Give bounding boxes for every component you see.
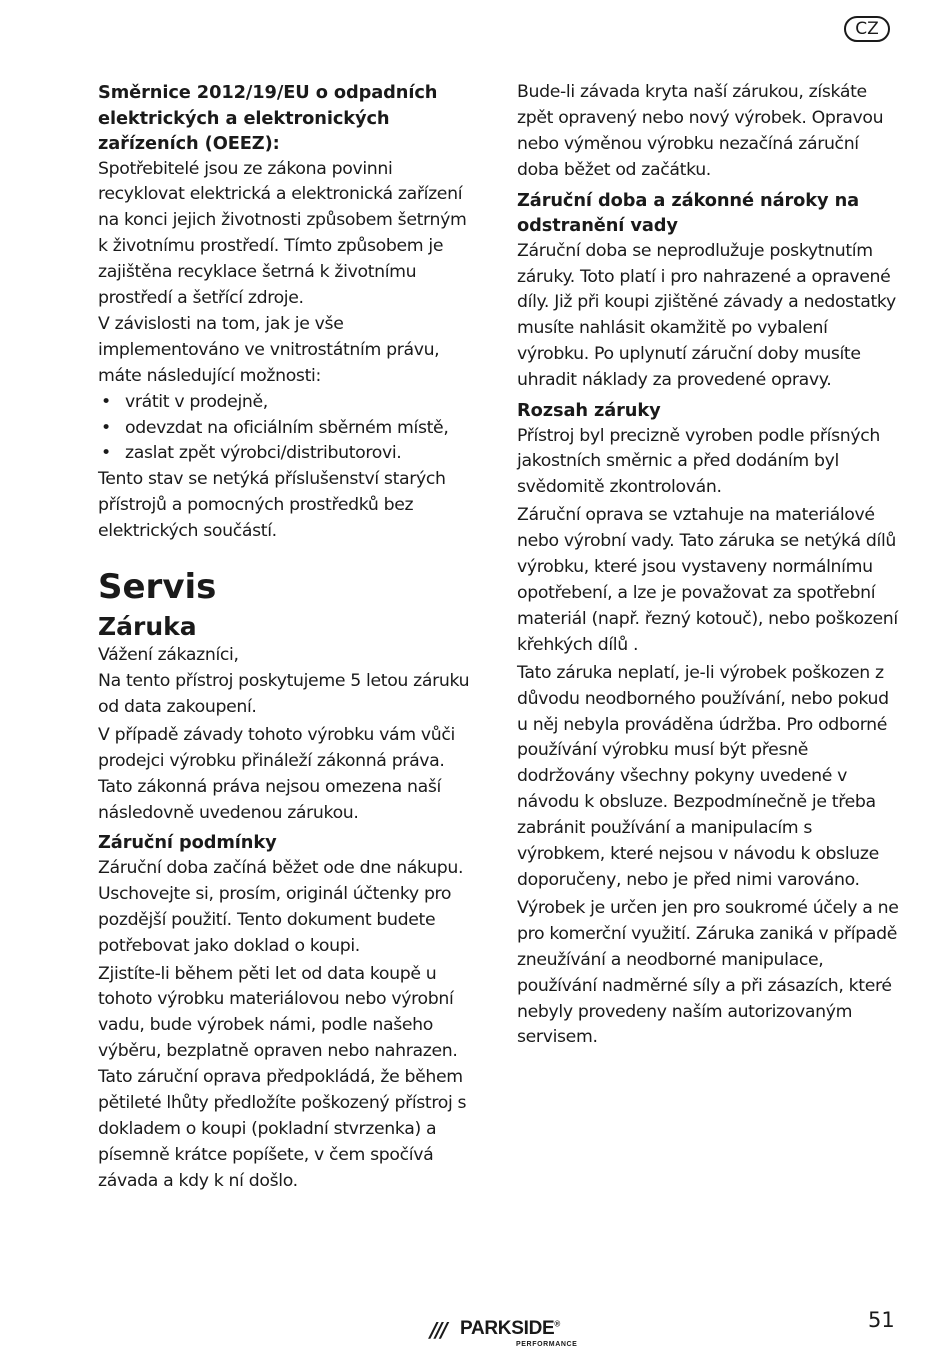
scope-title: Rozsah záruky [517,400,661,422]
scope-paragraph-4: Výrobek je určen jen pro soukromé účely a ne pro komerční využití. Záruka zaniká v případě zneužívání a neodborné manipulace, používání nadměrné síly a při zásazích, které nebyly provedeny naším autorizovaným servisem. [517,897,899,1048]
scope-paragraph-1: Přístroj byl precizně vyroben podle přísných jakostních směrnic a před dodáním byl svědomitě zkontrolován. [517,425,881,498]
conditions-title: Záruční podmínky [98,832,277,854]
list-item: • zaslat zpět výrobci/distributorovi. [98,441,480,467]
warranty-title: Záruka [98,612,197,642]
period-title: Záruční doba a zákonné nároky na odstranění vady [517,189,860,237]
logo-slashes-icon: /// [430,1318,446,1342]
bullet-icon: • [101,417,111,438]
language-badge: CZ [844,16,890,42]
logo-brand: PARKSIDE® [460,1318,560,1339]
warranty-paragraph-1: Na tento přístroj poskytujeme 5 letou záruku od data zakoupení. [98,671,470,717]
weee-title: Směrnice 2012/19/EU o odpadních elektrických a elektronických zařízeních (OEEZ): [98,82,438,154]
scope-paragraph-2: Záruční oprava se vztahuje na materiálové nebo výrobní vady. Tato záruka se netýká dílů výrobku, které jsou vystaveny normálnímu opotřebení, a lze je považovat za spotřební materiál (např. řezný kotouč), nebo poškození křehkých dílů . [517,505,898,655]
period-paragraph: Záruční doba se neprodlužuje poskytnutím záruky. Toto platí i pro nahrazené a opravené díly. Již při koupi zjištěné závady a nedostatky musíte nahlásit okamžitě po vybalení výrobku. Po uplynutí záruční doby musíte uhradit náklady za provedené opravy. [517,240,896,391]
conditions-paragraph-2: Zjistíte-li během pěti let od data koupě u tohoto výrobku materiálovou nebo výrobní vadu, bude výrobek námi, podle našeho výběru, bezplatně opraven nebo nahrazen. Tato záruční oprava předpokládá, že během pětileté lhůty předložíte poškozený přístroj s dokladem o koupi (pokladní stvrzenka) a písemně krátce popíšete, v čem spočívá závada a kdy k ní došlo. [98,963,467,1191]
scope-paragraph-3: Tato záruka neplatí, je-li výrobek poškozen z důvodu neodborného používání, nebo pokud u něj nebyla prováděna údržba. Pro odborné používání výrobku musí být přesně dodržovány všechny pokyny uvedené v návodu k obsluze. Bezpodmínečně je třeba zabránit používání a manipulacím s výrobkem, které nejsou v návodu k obsluze doporučeny, nebo je před nimi varováno. [517,662,889,890]
weee-options-list [98,390,480,468]
list-item: • odevzdat na oficiálním sběrném místě, [98,416,480,442]
weee-paragraph-2: V závislosti na tom, jak je vše implementováno ve vnitrostátním právu, máte následující možnosti: [98,313,440,386]
repair-paragraph: Bude-li závada kryta naší zárukou, získáte zpět opravený nebo nový výrobek. Opravou nebo výměnou výrobku nezačíná záruční doba běžet od začátku. [517,82,884,180]
bullet-icon: • [101,391,111,412]
page-number: 51 [868,1308,895,1332]
conditions-paragraph-1: Záruční doba začíná běžet ode dne nákupu. Uschovejte si, prosím, originál účtenky pro pozdější použití. Tento dokument budete potřebovat jako doklad o koupi. [98,857,464,956]
greeting: Vážení zákazníci, [98,645,239,666]
weee-paragraph-1: Spotřebitelé jsou ze zákona povinni recyklovat elektrická a elektronická zařízení na konci jejich životnosti způsobem šetrným k životnímu prostředí. Tímto způsobem je zajištěna recyklace šetrná k životnímu prostředí a šetřící zdroje. [98,158,467,309]
list-item: • vrátit v prodejně, [98,390,480,416]
left-column [98,80,480,1195]
parkside-logo [430,1316,590,1356]
warranty-paragraph-2: V případě závady tohoto výrobku vám vůči prodejci výrobku přináleží zákonná práva. Tato zákonná práva nejsou omezena naší následovně uvedenou zárukou. [98,724,455,823]
bullet-icon: • [101,443,111,464]
service-title: Servis [98,567,217,608]
logo-subtitle: PERFORMANCE [516,1341,578,1348]
right-column [517,80,899,1051]
weee-paragraph-3: Tento stav se netýká příslušenství starých přístrojů a pomocných prostředků bez elektrických součástí. [98,469,446,542]
